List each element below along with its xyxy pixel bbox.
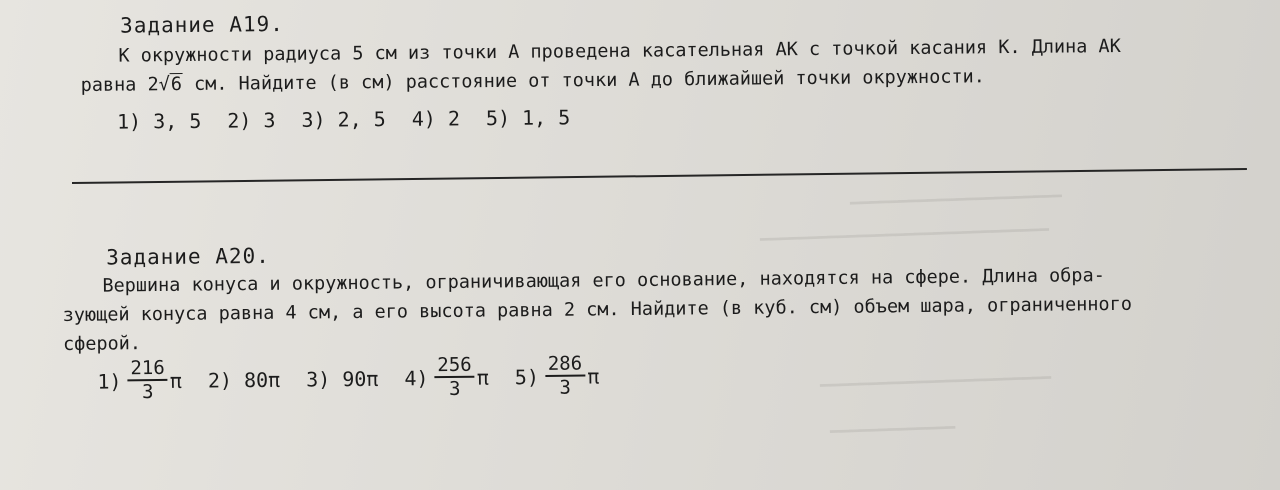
task-text-line: зующей конуса равна 4 см, а его высота равна 2 см. Найдите (в куб. см) объем шара, ограниченного: [62, 293, 1133, 326]
task-title: Задание А19.: [119, 12, 284, 38]
answer-option: 5) $\frac{286}{3}$ π: [514, 352, 600, 399]
task-text-line: К окружности радиуса 5 см из точки А проведена касательная АК с точкой касания К. Длина АК: [118, 36, 1121, 67]
sqrt-expression: √6: [158, 74, 183, 96]
answer-option: 1) $\frac{216}{3}$ π: [97, 356, 183, 404]
answer-option: 3) 2, 5: [301, 107, 386, 132]
task-text-line: сферой.: [62, 333, 142, 355]
answer-option: 2) 80π: [207, 367, 281, 393]
task-title: Задание А20.: [105, 243, 270, 270]
answer-option: 4) 2: [411, 106, 461, 131]
bleed-through-text: ━━━━━━━━━━━━━: [829, 417, 956, 442]
answer-options: [117, 100, 1122, 134]
answer-option: 4) $\frac{256}{3}$ π: [404, 353, 489, 400]
fraction: $\frac{216}{3}$: [127, 358, 168, 404]
answer-options: [97, 348, 1133, 405]
task-text-line: Вершина конуса и окружность, ограничивающая его основание, находятся на сфере. Длина обра-: [102, 265, 1105, 297]
fraction: $\frac{286}{3}$: [545, 354, 586, 400]
bleed-through-text: ━━━━━━━━━━━━━━━━━━━━━━━━: [819, 367, 1052, 396]
answer-option: 1) 3, 5: [116, 108, 202, 134]
bleed-through-text: ━━━━━━━━━━━━━━━━━━━━━━: [849, 186, 1063, 213]
answer-option: 5) 1, 5: [485, 105, 571, 131]
section-divider: [72, 168, 1247, 184]
fraction: $\frac{256}{3}$: [434, 355, 475, 401]
task-a19: [80, 4, 1122, 134]
bleed-through-text: ━━━━━━━━━━━━━━━━━━━━━━━━━━━━━━: [759, 219, 1050, 250]
task-a20: [62, 235, 1133, 405]
answer-option: 3) 90π: [306, 366, 379, 392]
task-text-line: равна 2√6 см. Найдите (в см) расстояние от точки А до ближайшей точки окружности.: [80, 66, 985, 96]
answer-option: 2) 3: [227, 108, 276, 133]
